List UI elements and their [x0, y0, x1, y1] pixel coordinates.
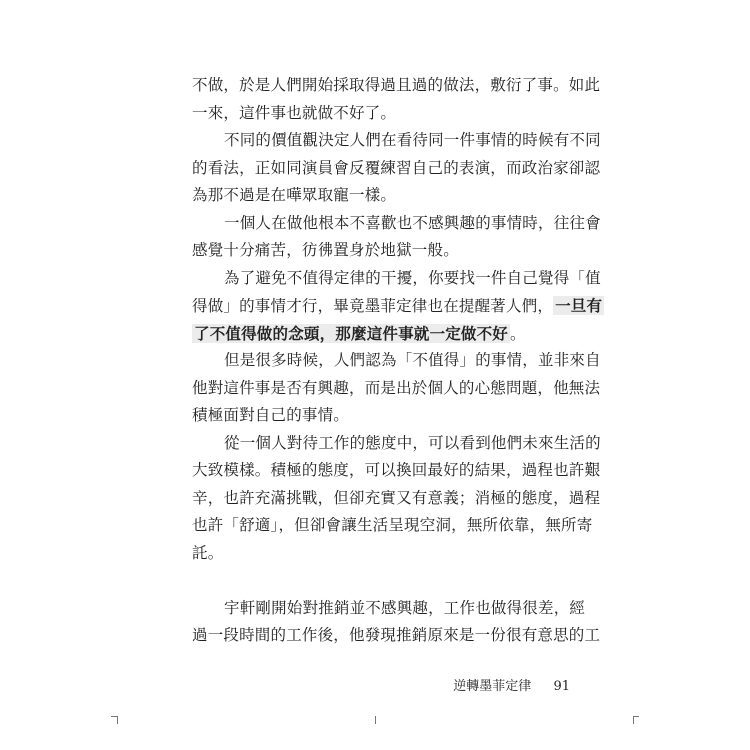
highlighted-text: 一旦有 [555, 296, 603, 315]
text-line: 為那不過是在嘩眾取寵一樣。 [192, 186, 397, 204]
running-title: 逆轉墨菲定律 [453, 679, 532, 694]
text-line: 辛，也許充滿挑戰，但卻充實又有意義；消極的態度，過程 [192, 488, 601, 507]
paragraph-gap [192, 567, 572, 595]
text-line: 宇軒剛開始對推銷並不感興趣，工作也做得很差，經 [224, 598, 586, 617]
text-line: 託。 [192, 543, 224, 562]
text-line: 過一段時間的工作後，他發現推銷原來是一份很有意思的工 [192, 626, 601, 644]
highlighted-text: 了不值得做的念頭，那麼這件事就一定做不好 [194, 323, 509, 343]
text-line: 他對這件事是否有興趣，而是出於個人的心態問題，他無法 [192, 378, 601, 397]
crop-mark [117, 716, 118, 724]
text-line: 也許「舒適」，但卻會讓生活呈現空洞，無所依靠，無所寄 [192, 516, 593, 534]
text-line: 但是很多時候，人們認為「不值得」的事情，並非來自 [224, 351, 601, 369]
text-line [192, 320, 572, 348]
text-line: 一個人在做他根本不喜歡也不感興趣的事情時，往往會 [224, 213, 601, 232]
body-text [192, 72, 603, 650]
crop-mark [375, 716, 376, 724]
crop-mark [633, 716, 634, 724]
text-line: 從一個人對待工作的態度中，可以看到他們未來生活的 [224, 433, 601, 452]
text-line: 為了避免不值得定律的干擾，你要找一件自己覺得「值 [224, 268, 601, 287]
text-line: 的看法，正如同演員會反覆練習自己的表演，而政治家卻認 [192, 158, 601, 177]
text-line: 不做，於是人們開始採取得過且過的做法，敷衍了事。如此 [192, 76, 601, 94]
crop-mark [111, 716, 117, 717]
crop-mark [633, 716, 639, 717]
text-line [192, 292, 603, 320]
text-line: 感覺十分痛苦，彷彿置身於地獄一般。 [192, 241, 459, 259]
text-line: 積極面對自己的事情。 [192, 406, 350, 424]
page-number: 91 [553, 679, 570, 694]
text-line: 不同的價值觀決定人們在看待同一件事情的時候有不同 [224, 131, 601, 149]
text-segment: 。 [510, 324, 526, 343]
text-line: 一來，這件事也就做不好了。 [192, 103, 397, 122]
text-segment: 得做」的事情才行，畢竟墨菲定律也在提醒著人們， [192, 297, 554, 315]
page-footer [453, 675, 570, 694]
text-line: 大致模樣。積極的態度，可以換回最好的結果，過程也許艱 [192, 461, 601, 479]
